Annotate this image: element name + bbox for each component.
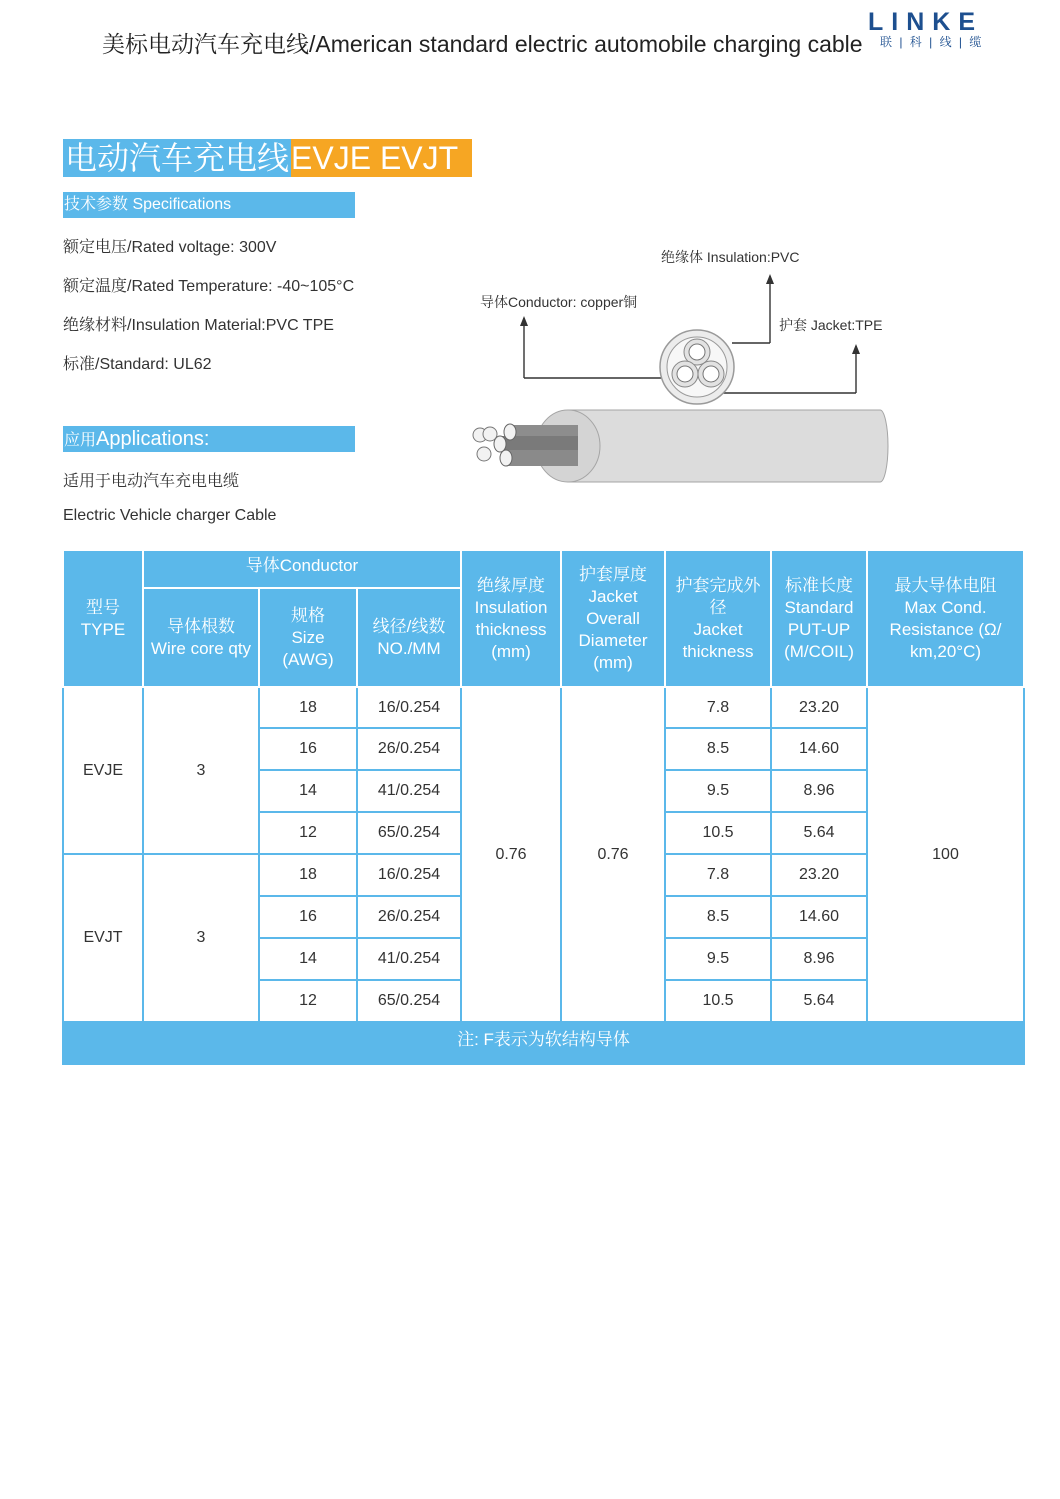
- jacket-label: 护套 Jacket:TPE: [779, 317, 883, 333]
- od-cell: 8.5: [665, 896, 771, 938]
- size-cell: 14: [259, 938, 357, 980]
- table-row: [63, 687, 1024, 728]
- length-cell: 5.64: [771, 812, 867, 854]
- main-title-en: EVJE EVJT: [291, 139, 472, 177]
- size-cell: 16: [259, 728, 357, 770]
- spec-insulation-material: 绝缘材料/Insulation Material:PVC TPE: [63, 317, 334, 334]
- size-cell: 12: [259, 812, 357, 854]
- cable-side-view: [473, 410, 888, 482]
- size-cell: 14: [259, 770, 357, 812]
- size-cell: 18: [259, 687, 357, 728]
- type-cell: EVJE: [63, 687, 143, 854]
- jacket-value-cell: 0.76: [561, 687, 665, 1022]
- resistance-value-cell: 100: [867, 687, 1024, 1022]
- header-standard-length: 标准长度 Standard PUT-UP (M/COIL): [771, 550, 867, 687]
- strand-cell: 16/0.254: [357, 687, 461, 728]
- table-note-row: [63, 1022, 1024, 1064]
- spec-rated-temperature: 额定温度/Rated Temperature: -40~105°C: [63, 278, 355, 295]
- header-conductor: 导体Conductor: [143, 550, 461, 588]
- page-header-title: 美标电动汽车充电线/American standard electric automobile charging cable: [102, 31, 863, 57]
- logo-subtitle: 联 | 科 | 线 | 缆: [880, 35, 984, 49]
- length-cell: 23.20: [771, 687, 867, 728]
- strand-cell: 26/0.254: [357, 728, 461, 770]
- length-cell: 8.96: [771, 938, 867, 980]
- logo-text: LINKE: [868, 8, 983, 36]
- cable-diagram: [460, 238, 900, 493]
- size-cell: 16: [259, 896, 357, 938]
- applications-heading-cn: 应用: [64, 432, 97, 449]
- size-cell: 12: [259, 980, 357, 1022]
- header-overall-diameter: 护套完成外 径 Jacket thickness: [665, 550, 771, 687]
- header-type: 型号 TYPE: [63, 550, 143, 687]
- length-cell: 5.64: [771, 980, 867, 1022]
- strand-cell: 41/0.254: [357, 938, 461, 980]
- header-strand: 线径/线数 NO./MM: [357, 588, 461, 687]
- spec-standard: 标准/Standard: UL62: [63, 356, 212, 373]
- main-title-cn: 电动汽车充电线: [65, 140, 290, 176]
- insulation-value-cell: 0.76: [461, 687, 561, 1022]
- length-cell: 23.20: [771, 854, 867, 896]
- od-cell: 10.5: [665, 980, 771, 1022]
- application-line-en: Electric Vehicle charger Cable: [63, 507, 277, 524]
- main-title: [63, 139, 472, 177]
- strand-cell: 16/0.254: [357, 854, 461, 896]
- cable-illustration: [460, 238, 900, 493]
- header-max-resistance: 最大导体电阻 Max Cond. Resistance (Ω/ km,20°C): [867, 550, 1024, 687]
- spec-table: [62, 549, 1025, 1065]
- strand-cell: 41/0.254: [357, 770, 461, 812]
- od-cell: 10.5: [665, 812, 771, 854]
- qty-cell: 3: [143, 854, 259, 1022]
- type-cell: EVJT: [63, 854, 143, 1022]
- conductor-label: 导体Conductor: copper铜: [480, 294, 638, 310]
- specifications-heading: 技术参数 Specifications: [63, 192, 355, 218]
- qty-cell: 3: [143, 687, 259, 854]
- strand-cell: 26/0.254: [357, 896, 461, 938]
- header-size: 规格 Size (AWG): [259, 588, 357, 687]
- od-cell: 8.5: [665, 728, 771, 770]
- applications-heading-en: Applications:: [96, 428, 210, 450]
- size-cell: 18: [259, 854, 357, 896]
- header-insulation-thickness: 绝缘厚度 Insulation thickness (mm): [461, 550, 561, 687]
- od-cell: 9.5: [665, 938, 771, 980]
- applications-heading: [63, 426, 355, 452]
- length-cell: 8.96: [771, 770, 867, 812]
- spec-rated-voltage: 额定电压/Rated voltage: 300V: [63, 239, 277, 256]
- od-cell: 7.8: [665, 854, 771, 896]
- header-core-qty: 导体根数 Wire core qty: [143, 588, 259, 687]
- header-jacket-thickness: 护套厚度 Jacket Overall Diameter (mm): [561, 550, 665, 687]
- strand-cell: 65/0.254: [357, 980, 461, 1022]
- application-line-cn: 适用于电动汽车充电电缆: [63, 473, 240, 490]
- strand-cell: 65/0.254: [357, 812, 461, 854]
- od-cell: 9.5: [665, 770, 771, 812]
- od-cell: 7.8: [665, 687, 771, 728]
- cable-cross-section: [660, 330, 734, 404]
- table-note: 注: F表示为软结构导体: [63, 1022, 1024, 1064]
- insulation-label: 绝缘体 Insulation:PVC: [661, 249, 800, 265]
- length-cell: 14.60: [771, 728, 867, 770]
- length-cell: 14.60: [771, 896, 867, 938]
